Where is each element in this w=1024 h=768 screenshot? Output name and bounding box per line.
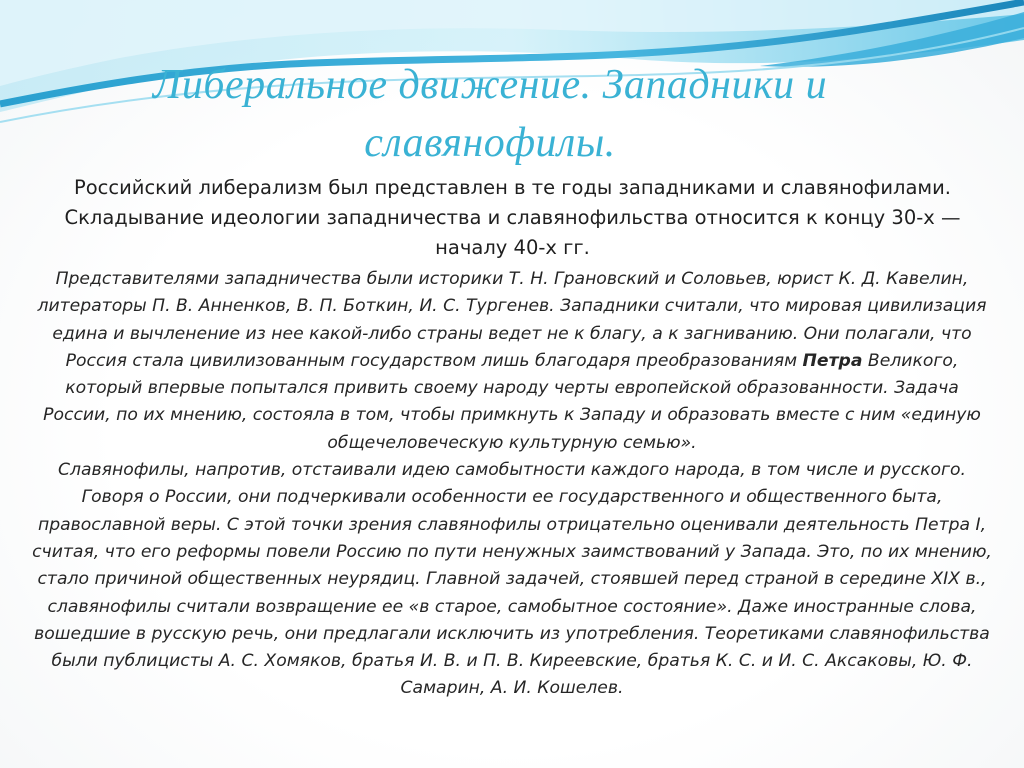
slide-title: Либеральное движение. Западники и славянофилы. xyxy=(152,62,828,166)
intro-paragraph: Российский либерализм был представлен в те годы западниками и славянофилами. Складывание идеологии западничества и славянофильства относится к концу 30-х — началу 40-х гг. xyxy=(64,176,961,259)
westernizers-paragraph xyxy=(30,266,994,457)
peter-name-bold: Петра xyxy=(802,350,863,371)
westernizers-text-before: Представителями западничества были историки Т. Н. Грановский и Соловьев, юрист К. Д. Кавелин, литераторы П. В. Анненков, В. П. Боткин, И. С. Тургенев. Западники считали, что мировая цивилизация едина и вычленение из нее какой-либо страны ведет не к благу, а к загниванию. Они полагали, что Россия стала цивилизованным государством лишь благодаря преобразованиям xyxy=(37,269,987,371)
slavophiles-paragraph: Славянофилы, напротив, отстаивали идею самобытности каждого народа, в том числе и русского. Говоря о России, они подчеркивали особенности ее государственного и общественного быта, православной веры. С этой точки зрения славянофилы отрицательно оценивали деятельность Петра I, считая, что его реформы повели Россию по пути ненужных заимствований у Запада. Это, по их мнению, стало причиной общественных неурядиц. Главной задачей, стоявшей перед страной в середине XIX в., славянофилы считали возвращение ее «в старое, самобытное состояние». Даже иностранные слова, вошедшие в русскую речь, они предлагали исключить из употребления. Теоретиками славянофильства были публицисты А. С. Хомяков, братья И. В. и П. В. Киреевские, братья К. С. и И. С. Аксаковы, Ю. Ф. Самарин, А. И. Кошелев. xyxy=(32,460,992,699)
body-text xyxy=(30,266,994,703)
westernizers-text-after: Великого, который впервые попытался привить своему народу черты европейской образованности. Задача России, по их мнению, состояла в том, чтобы примкнуть к Западу и образовать вместе с ним «единую общечеловеческую культурную семью». xyxy=(43,350,981,453)
